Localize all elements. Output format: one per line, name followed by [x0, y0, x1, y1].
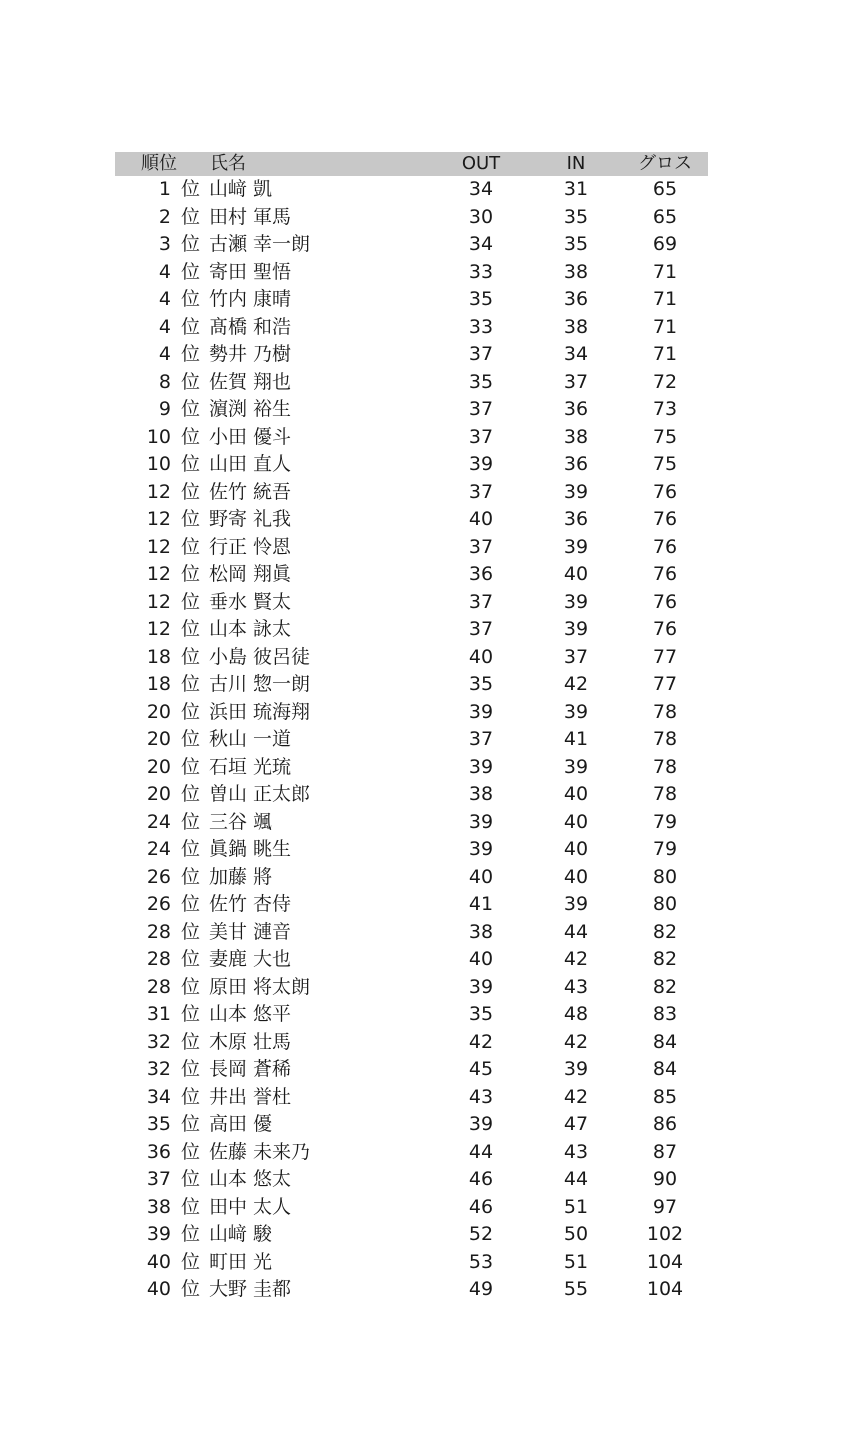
gross-score: 84 — [652, 1030, 678, 1053]
in-score: 39 — [563, 480, 589, 503]
rank-unit: 位 — [181, 1223, 201, 1245]
out-score: 40 — [468, 865, 494, 888]
table-row — [115, 699, 708, 727]
gross-score: 90 — [652, 1168, 678, 1190]
table-row — [115, 1221, 708, 1249]
gross-score: 78 — [652, 783, 678, 805]
out-score: 39 — [468, 700, 494, 723]
rank-unit: 位 — [181, 453, 201, 475]
gross-score: 71 — [652, 343, 678, 365]
rank-number: 12 — [146, 618, 171, 640]
table-row — [115, 946, 708, 974]
gross-score: 65 — [652, 205, 678, 228]
in-score: 43 — [563, 975, 589, 998]
in-score: 40 — [563, 563, 589, 585]
gross-score: 77 — [652, 645, 678, 668]
rank-unit: 位 — [181, 1058, 201, 1080]
player-name: 山本 悠太 — [209, 1168, 292, 1190]
out-score: 49 — [468, 1278, 494, 1300]
in-score: 55 — [563, 1278, 589, 1300]
header-name: 氏名 — [210, 153, 246, 174]
player-name: 木原 壮馬 — [209, 1030, 292, 1053]
table-header — [115, 152, 708, 176]
rank-number: 20 — [146, 728, 171, 750]
rank-unit: 位 — [181, 315, 201, 338]
out-score: 37 — [468, 480, 494, 503]
table-row — [115, 754, 708, 782]
rank-unit: 位 — [181, 1195, 201, 1218]
gross-score: 76 — [652, 508, 678, 530]
table-row — [115, 534, 708, 562]
gross-score: 82 — [652, 920, 678, 943]
gross-score: 82 — [652, 948, 678, 970]
table-row — [115, 781, 708, 809]
header-gross: グロス — [638, 153, 692, 174]
player-name: 松岡 翔眞 — [209, 563, 292, 585]
player-name: 寄田 聖悟 — [209, 260, 292, 283]
out-score: 46 — [468, 1195, 494, 1218]
table-row — [115, 726, 708, 754]
player-name: 長岡 蒼稀 — [209, 1058, 292, 1080]
rank-number: 12 — [146, 508, 171, 530]
gross-score: 80 — [652, 893, 678, 915]
out-score: 53 — [468, 1250, 494, 1273]
table-row — [115, 616, 708, 644]
player-name: 垂水 賢太 — [209, 590, 292, 613]
rank-number: 10 — [146, 425, 171, 448]
player-name: 大野 圭都 — [209, 1278, 292, 1300]
in-score: 35 — [563, 205, 589, 228]
gross-score: 76 — [652, 563, 678, 585]
rank-unit: 位 — [181, 535, 201, 558]
table-row — [115, 396, 708, 424]
in-score: 43 — [563, 1140, 589, 1163]
table-row — [115, 1276, 708, 1304]
rank-unit: 位 — [181, 1278, 201, 1300]
gross-score: 84 — [652, 1058, 678, 1080]
rank-unit: 位 — [181, 178, 201, 200]
gross-score: 76 — [652, 618, 678, 640]
out-score: 39 — [468, 755, 494, 778]
header-out: OUT — [461, 153, 501, 174]
player-name: 古瀬 幸一朗 — [209, 233, 311, 255]
gross-score: 71 — [652, 315, 678, 338]
gross-score: 79 — [652, 838, 678, 860]
rank-unit: 位 — [181, 783, 201, 805]
gross-score: 71 — [652, 288, 678, 310]
rank-number: 4 — [158, 260, 171, 283]
out-score: 37 — [468, 425, 494, 448]
gross-score: 65 — [652, 178, 678, 200]
table-row — [115, 1249, 708, 1277]
table-row — [115, 286, 708, 314]
rank-number: 28 — [146, 920, 171, 943]
rank-unit: 位 — [181, 1250, 201, 1273]
rank-number: 18 — [146, 645, 171, 668]
in-score: 38 — [563, 315, 589, 338]
out-score: 41 — [468, 893, 494, 915]
in-score: 39 — [563, 535, 589, 558]
rank-unit: 位 — [181, 1168, 201, 1190]
gross-score: 86 — [652, 1113, 678, 1135]
out-score: 35 — [468, 673, 494, 695]
gross-score: 83 — [652, 1003, 678, 1025]
in-score: 36 — [563, 398, 589, 420]
rank-number: 1 — [158, 178, 171, 200]
rank-unit: 位 — [181, 1140, 201, 1163]
player-name: 曽山 正太郎 — [209, 783, 311, 805]
table-row — [115, 1166, 708, 1194]
out-score: 39 — [468, 1113, 494, 1135]
table-row — [115, 204, 708, 232]
rank-number: 8 — [158, 370, 171, 393]
header-in: IN — [566, 153, 586, 174]
rank-unit: 位 — [181, 618, 201, 640]
table-row — [115, 974, 708, 1002]
in-score: 31 — [563, 178, 589, 200]
gross-score: 78 — [652, 700, 678, 723]
in-score: 39 — [563, 618, 589, 640]
gross-score: 85 — [652, 1085, 678, 1108]
table-row — [115, 809, 708, 837]
in-score: 40 — [563, 865, 589, 888]
rank-number: 40 — [146, 1250, 171, 1273]
rank-number: 37 — [146, 1168, 171, 1190]
in-score: 35 — [563, 233, 589, 255]
player-name: 原田 将太朗 — [209, 975, 311, 998]
out-score: 39 — [468, 975, 494, 998]
gross-score: 78 — [652, 755, 678, 778]
in-score: 37 — [563, 645, 589, 668]
in-score: 39 — [563, 1058, 589, 1080]
rank-unit: 位 — [181, 508, 201, 530]
in-score: 38 — [563, 260, 589, 283]
table-row — [115, 1111, 708, 1139]
in-score: 40 — [563, 783, 589, 805]
in-score: 39 — [563, 893, 589, 915]
player-name: 三谷 颯 — [209, 810, 273, 833]
player-name: 秋山 一道 — [209, 728, 292, 750]
player-name: 美甘 漣音 — [209, 920, 292, 943]
rank-number: 24 — [146, 810, 171, 833]
rank-number: 35 — [146, 1113, 171, 1135]
out-score: 30 — [468, 205, 494, 228]
rank-unit: 位 — [181, 425, 201, 448]
player-name: 浜田 琉海翔 — [209, 700, 311, 723]
rank-number: 4 — [158, 315, 171, 338]
rank-number: 4 — [158, 288, 171, 310]
gross-score: 87 — [652, 1140, 678, 1163]
table-row — [115, 1139, 708, 1167]
rank-unit: 位 — [181, 755, 201, 778]
in-score: 48 — [563, 1003, 589, 1025]
out-score: 35 — [468, 370, 494, 393]
out-score: 42 — [468, 1030, 494, 1053]
player-name: 濵渕 裕生 — [209, 398, 292, 420]
in-score: 44 — [563, 920, 589, 943]
gross-score: 104 — [646, 1278, 684, 1300]
table-row — [115, 506, 708, 534]
rank-unit: 位 — [181, 810, 201, 833]
out-score: 33 — [468, 315, 494, 338]
table-row — [115, 836, 708, 864]
gross-score: 73 — [652, 398, 678, 420]
rank-unit: 位 — [181, 838, 201, 860]
out-score: 33 — [468, 260, 494, 283]
out-score: 39 — [468, 810, 494, 833]
gross-score: 102 — [646, 1223, 684, 1245]
table-body — [115, 176, 708, 1304]
rank-unit: 位 — [181, 1030, 201, 1053]
rank-number: 36 — [146, 1140, 171, 1163]
table-row — [115, 589, 708, 617]
table-row — [115, 259, 708, 287]
out-score: 35 — [468, 288, 494, 310]
out-score: 39 — [468, 453, 494, 475]
in-score: 36 — [563, 508, 589, 530]
rank-number: 39 — [146, 1223, 171, 1245]
rank-number: 38 — [146, 1195, 171, 1218]
header-rank: 順位 — [141, 153, 177, 174]
table-row — [115, 1001, 708, 1029]
player-name: 古川 惣一朗 — [209, 673, 311, 695]
player-name: 山本 悠平 — [209, 1003, 292, 1025]
player-name: 竹内 康晴 — [209, 288, 292, 310]
table-row — [115, 369, 708, 397]
player-name: 佐竹 杏侍 — [209, 893, 292, 915]
gross-score: 71 — [652, 260, 678, 283]
rank-number: 28 — [146, 975, 171, 998]
rank-number: 28 — [146, 948, 171, 970]
rank-number: 31 — [146, 1003, 171, 1025]
gross-score: 76 — [652, 480, 678, 503]
table-row — [115, 479, 708, 507]
in-score: 42 — [563, 1085, 589, 1108]
gross-score: 75 — [652, 425, 678, 448]
rank-unit: 位 — [181, 920, 201, 943]
out-score: 40 — [468, 508, 494, 530]
table-row — [115, 231, 708, 259]
in-score: 36 — [563, 453, 589, 475]
rank-unit: 位 — [181, 1085, 201, 1108]
rank-number: 20 — [146, 755, 171, 778]
gross-score: 76 — [652, 535, 678, 558]
rank-number: 20 — [146, 783, 171, 805]
rank-number: 40 — [146, 1278, 171, 1300]
in-score: 38 — [563, 425, 589, 448]
in-score: 39 — [563, 755, 589, 778]
table-row — [115, 644, 708, 672]
rank-unit: 位 — [181, 1003, 201, 1025]
table-row — [115, 891, 708, 919]
table-row — [115, 314, 708, 342]
gross-score: 72 — [652, 370, 678, 393]
in-score: 51 — [563, 1250, 589, 1273]
rank-number: 26 — [146, 893, 171, 915]
rank-number: 2 — [158, 205, 171, 228]
player-name: 髙橋 和浩 — [209, 315, 292, 338]
in-score: 36 — [563, 288, 589, 310]
rank-number: 3 — [158, 233, 171, 255]
rank-unit: 位 — [181, 260, 201, 283]
player-name: 町田 光 — [209, 1250, 273, 1273]
gross-score: 80 — [652, 865, 678, 888]
player-name: 行正 怜恩 — [209, 535, 292, 558]
player-name: 高田 優 — [209, 1113, 273, 1135]
rank-unit: 位 — [181, 233, 201, 255]
player-name: 野寄 礼我 — [209, 508, 292, 530]
rank-number: 9 — [158, 398, 171, 420]
rank-unit: 位 — [181, 645, 201, 668]
gross-score: 82 — [652, 975, 678, 998]
player-name: 山﨑 駿 — [209, 1223, 273, 1245]
rank-number: 12 — [146, 563, 171, 585]
out-score: 37 — [468, 535, 494, 558]
player-name: 田中 太人 — [209, 1195, 292, 1218]
rank-unit: 位 — [181, 865, 201, 888]
table-row — [115, 671, 708, 699]
player-name: 田村 軍馬 — [209, 205, 292, 228]
rank-unit: 位 — [181, 398, 201, 420]
out-score: 37 — [468, 590, 494, 613]
in-score: 50 — [563, 1223, 589, 1245]
gross-score: 97 — [652, 1195, 678, 1218]
in-score: 51 — [563, 1195, 589, 1218]
player-name: 眞鍋 眺生 — [209, 838, 292, 860]
out-score: 40 — [468, 645, 494, 668]
player-name: 勢井 乃樹 — [209, 343, 292, 365]
rank-number: 34 — [146, 1085, 171, 1108]
out-score: 37 — [468, 728, 494, 750]
rank-unit: 位 — [181, 728, 201, 750]
out-score: 40 — [468, 948, 494, 970]
in-score: 34 — [563, 343, 589, 365]
table-row — [115, 1194, 708, 1222]
out-score: 44 — [468, 1140, 494, 1163]
gross-score: 79 — [652, 810, 678, 833]
rank-number: 20 — [146, 700, 171, 723]
table-row — [115, 1029, 708, 1057]
rank-unit: 位 — [181, 893, 201, 915]
out-score: 39 — [468, 838, 494, 860]
rank-number: 12 — [146, 535, 171, 558]
in-score: 42 — [563, 948, 589, 970]
out-score: 46 — [468, 1168, 494, 1190]
out-score: 34 — [468, 233, 494, 255]
rank-unit: 位 — [181, 590, 201, 613]
out-score: 34 — [468, 178, 494, 200]
rank-number: 32 — [146, 1058, 171, 1080]
out-score: 43 — [468, 1085, 494, 1108]
results-table — [115, 152, 708, 1304]
rank-number: 10 — [146, 453, 171, 475]
rank-number: 12 — [146, 590, 171, 613]
out-score: 37 — [468, 398, 494, 420]
rank-number: 12 — [146, 480, 171, 503]
in-score: 42 — [563, 1030, 589, 1053]
out-score: 52 — [468, 1223, 494, 1245]
table-row — [115, 864, 708, 892]
player-name: 妻鹿 大也 — [209, 948, 292, 970]
rank-unit: 位 — [181, 700, 201, 723]
player-name: 佐竹 統吾 — [209, 480, 292, 503]
rank-number: 26 — [146, 865, 171, 888]
player-name: 加藤 將 — [209, 865, 273, 888]
rank-number: 32 — [146, 1030, 171, 1053]
out-score: 37 — [468, 618, 494, 640]
player-name: 山田 直人 — [209, 453, 292, 475]
table-row — [115, 451, 708, 479]
in-score: 39 — [563, 590, 589, 613]
rank-unit: 位 — [181, 673, 201, 695]
rank-unit: 位 — [181, 563, 201, 585]
gross-score: 104 — [646, 1250, 684, 1273]
out-score: 37 — [468, 343, 494, 365]
player-name: 石垣 光琉 — [209, 755, 292, 778]
rank-number: 4 — [158, 343, 171, 365]
table-row — [115, 1084, 708, 1112]
rank-unit: 位 — [181, 205, 201, 228]
in-score: 40 — [563, 838, 589, 860]
in-score: 39 — [563, 700, 589, 723]
out-score: 36 — [468, 563, 494, 585]
table-row — [115, 561, 708, 589]
in-score: 44 — [563, 1168, 589, 1190]
gross-score: 75 — [652, 453, 678, 475]
rank-unit: 位 — [181, 975, 201, 998]
table-row — [115, 919, 708, 947]
table-row — [115, 1056, 708, 1084]
table-row — [115, 341, 708, 369]
gross-score: 78 — [652, 728, 678, 750]
gross-score: 69 — [652, 233, 678, 255]
in-score: 42 — [563, 673, 589, 695]
rank-unit: 位 — [181, 370, 201, 393]
in-score: 47 — [563, 1113, 589, 1135]
table-row — [115, 424, 708, 452]
rank-number: 24 — [146, 838, 171, 860]
gross-score: 76 — [652, 590, 678, 613]
rank-unit: 位 — [181, 948, 201, 970]
in-score: 41 — [563, 728, 589, 750]
rank-number: 18 — [146, 673, 171, 695]
in-score: 37 — [563, 370, 589, 393]
player-name: 小田 優斗 — [209, 425, 292, 448]
out-score: 38 — [468, 783, 494, 805]
gross-score: 77 — [652, 673, 678, 695]
out-score: 38 — [468, 920, 494, 943]
in-score: 40 — [563, 810, 589, 833]
player-name: 山本 詠太 — [209, 618, 292, 640]
player-name: 山﨑 凱 — [209, 178, 273, 200]
out-score: 45 — [468, 1058, 494, 1080]
out-score: 35 — [468, 1003, 494, 1025]
rank-unit: 位 — [181, 288, 201, 310]
table-row — [115, 176, 708, 204]
player-name: 井出 誉杜 — [209, 1085, 292, 1108]
player-name: 佐賀 翔也 — [209, 370, 292, 393]
rank-unit: 位 — [181, 480, 201, 503]
player-name: 小島 彼呂徒 — [209, 645, 311, 668]
rank-unit: 位 — [181, 343, 201, 365]
player-name: 佐藤 未来乃 — [209, 1140, 311, 1163]
rank-unit: 位 — [181, 1113, 201, 1135]
